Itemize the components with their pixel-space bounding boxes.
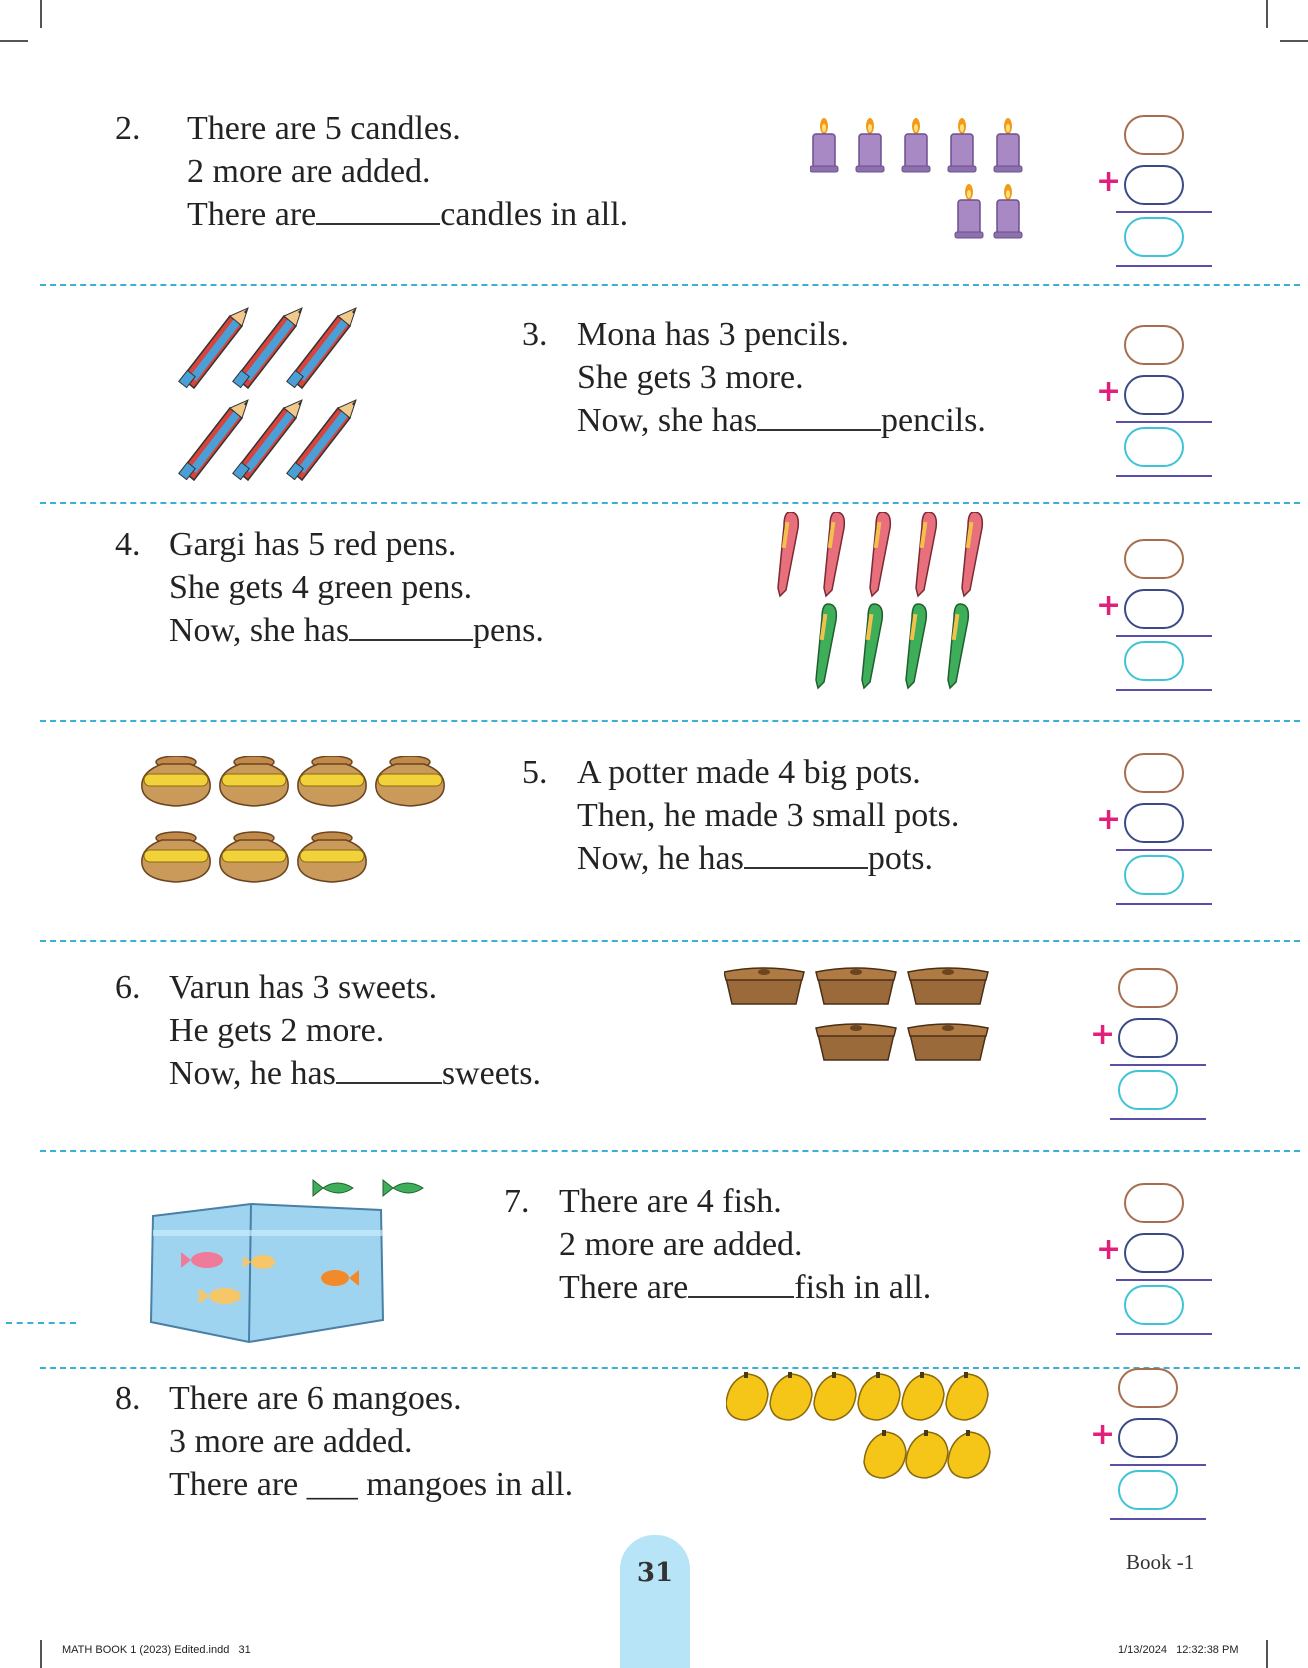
mango — [902, 1372, 944, 1420]
problem-number: 4. — [115, 526, 141, 563]
sweet-box — [816, 968, 896, 1004]
mango — [948, 1430, 990, 1478]
problem-number: 8. — [115, 1380, 141, 1417]
addend-box[interactable] — [1118, 1418, 1178, 1458]
problem-line: 2 more are added. — [559, 1226, 803, 1263]
answer-blank[interactable] — [744, 841, 868, 869]
candles-picture — [810, 114, 1050, 244]
sum-box[interactable] — [1124, 217, 1184, 257]
addend-box[interactable] — [1124, 375, 1184, 415]
sum-box[interactable] — [1124, 855, 1184, 895]
mango — [864, 1430, 906, 1478]
problem-2 — [115, 107, 715, 242]
problem-line: Gargi has 5 red pens. — [169, 526, 457, 563]
candle — [810, 118, 838, 172]
sum-line — [1110, 1518, 1206, 1520]
page-number-tab — [620, 1535, 690, 1668]
sum-line — [1116, 903, 1212, 905]
crop-mark — [40, 0, 42, 28]
pot — [142, 756, 210, 806]
addend-box[interactable] — [1124, 1233, 1184, 1273]
sweet-box — [724, 968, 804, 1004]
addend-box[interactable] — [1118, 1368, 1178, 1408]
dashed-separator — [40, 502, 1300, 504]
pot — [376, 756, 444, 806]
problem-line: Varun has 3 sweets. — [169, 969, 438, 1006]
answer-box-3 — [1098, 325, 1208, 485]
candle — [994, 184, 1022, 238]
problem-line: Now, she has — [577, 402, 758, 439]
answer-box-6 — [1092, 968, 1202, 1128]
problem-line: sweets. — [441, 1055, 541, 1092]
problem-line: pencils. — [881, 402, 986, 439]
problem-8 — [115, 1377, 675, 1512]
answer-box-7 — [1098, 1183, 1208, 1343]
pen-red — [962, 512, 982, 596]
sum-line — [1110, 1464, 1206, 1466]
candle — [902, 118, 930, 172]
problem-6 — [115, 966, 635, 1101]
problem-line: She gets 4 green pens. — [169, 569, 473, 606]
problem-number: 7. — [504, 1183, 530, 1220]
answer-blank[interactable]: ___ — [306, 1466, 358, 1503]
problem-line: There are 5 candles. — [187, 110, 461, 147]
book-label: Book -1 — [1126, 1550, 1195, 1574]
sum-box[interactable] — [1124, 427, 1184, 467]
answer-blank[interactable] — [316, 197, 440, 225]
problem-number: 2. — [115, 110, 141, 147]
crop-mark — [0, 40, 28, 42]
problem-line: fish in all. — [794, 1269, 932, 1306]
sweets-picture — [724, 962, 1004, 1082]
addend-box[interactable] — [1124, 165, 1184, 205]
pen-green — [862, 604, 882, 688]
problem-4 — [115, 523, 635, 658]
crop-mark — [1266, 0, 1268, 28]
problem-line: Now, she has — [169, 612, 350, 649]
problem-line: He gets 2 more. — [169, 1012, 385, 1049]
sum-line — [1116, 1279, 1212, 1281]
sum-box[interactable] — [1124, 641, 1184, 681]
problem-line: pens. — [473, 612, 544, 649]
answer-blank[interactable] — [349, 613, 473, 641]
addend-box[interactable] — [1118, 1018, 1178, 1058]
problem-number: 3. — [522, 316, 548, 353]
crop-mark — [1266, 1640, 1268, 1668]
sum-line — [1116, 689, 1212, 691]
addend-box[interactable] — [1118, 968, 1178, 1008]
problem-line: There are — [187, 196, 317, 233]
crop-mark — [1280, 40, 1308, 42]
mango — [906, 1430, 948, 1478]
answer-box-4 — [1098, 539, 1208, 699]
sum-line — [1116, 475, 1212, 477]
pot — [220, 756, 288, 806]
mango — [770, 1372, 812, 1420]
problem-line: There are — [559, 1269, 689, 1306]
answer-box-8 — [1092, 1368, 1202, 1528]
sum-line — [1116, 421, 1212, 423]
mango — [814, 1372, 856, 1420]
fish-outside — [313, 1180, 353, 1196]
sweet-box — [908, 1024, 988, 1060]
sum-line — [1116, 265, 1212, 267]
plus-sign: + — [1096, 802, 1122, 837]
pots-picture — [140, 756, 460, 896]
slug-right: 1/13/2024 12:32:38 PM — [1118, 1644, 1239, 1656]
answer-blank[interactable] — [336, 1056, 442, 1084]
sweet-box — [908, 968, 988, 1004]
pot — [220, 832, 288, 882]
answer-blank[interactable] — [688, 1270, 794, 1298]
plus-sign: + — [1090, 1417, 1116, 1452]
answer-box-5 — [1098, 753, 1208, 913]
sum-box[interactable] — [1124, 1285, 1184, 1325]
problem-number: 5. — [522, 754, 548, 791]
pen-green — [816, 604, 836, 688]
answer-box-2 — [1098, 115, 1208, 275]
dashed-separator — [40, 940, 1300, 942]
problem-line: Then, he made 3 small pots. — [577, 797, 960, 834]
problem-line: Mona has 3 pencils. — [577, 316, 849, 353]
pens-picture — [770, 512, 1010, 692]
mangoes-picture — [726, 1370, 1016, 1490]
pot — [298, 832, 366, 882]
problem-3 — [522, 313, 1042, 448]
pen-red — [824, 512, 844, 596]
addend-box[interactable] — [1124, 325, 1184, 365]
candle — [856, 118, 884, 172]
addend-box[interactable] — [1124, 539, 1184, 579]
problem-line: Now, he has — [169, 1055, 336, 1092]
problem-line: A potter made 4 big pots. — [577, 754, 921, 791]
mango — [858, 1372, 900, 1420]
plus-sign: + — [1096, 164, 1122, 199]
addend-box[interactable] — [1124, 803, 1184, 843]
problem-line: There are 4 fish. — [559, 1183, 782, 1220]
mango — [946, 1372, 988, 1420]
sum-box[interactable] — [1118, 1470, 1178, 1510]
problem-line: 3 more are added. — [169, 1423, 413, 1460]
sum-line — [1116, 849, 1212, 851]
problem-line: There are — [169, 1466, 307, 1503]
problem-line: pots. — [867, 840, 933, 877]
problem-line: There are 6 mangoes. — [169, 1380, 462, 1417]
sweet-box — [816, 1024, 896, 1060]
problem-line: Now, he has — [577, 840, 744, 877]
mango — [726, 1372, 768, 1420]
pen-green — [948, 604, 968, 688]
plus-sign: + — [1096, 588, 1122, 623]
addend-box[interactable] — [1124, 1183, 1184, 1223]
plus-sign: + — [1096, 1232, 1122, 1267]
page-number: 31 — [636, 1558, 674, 1588]
problem-number: 6. — [115, 969, 141, 1006]
dashed-separator — [40, 720, 1300, 722]
dashed-separator — [6, 1322, 76, 1324]
candle — [994, 118, 1022, 172]
pot — [142, 832, 210, 882]
sum-line — [1116, 211, 1212, 213]
addend-box[interactable] — [1124, 115, 1184, 155]
fish-outside — [383, 1180, 423, 1196]
pencils-picture — [178, 304, 378, 484]
sum-box[interactable] — [1118, 1070, 1178, 1110]
pen-red — [916, 512, 936, 596]
candle — [955, 184, 983, 238]
problem-line: candles in all. — [440, 196, 629, 233]
pen-red — [778, 512, 798, 596]
addend-box[interactable] — [1124, 589, 1184, 629]
problem-line: 2 more are added. — [187, 153, 431, 190]
plus-sign: + — [1090, 1017, 1116, 1052]
fish-tank-picture — [145, 1172, 465, 1352]
sum-line — [1116, 1333, 1212, 1335]
problem-line: mangoes in all. — [357, 1466, 574, 1503]
sum-line — [1110, 1118, 1206, 1120]
dashed-separator — [40, 1150, 1300, 1152]
sum-line — [1110, 1064, 1206, 1066]
problem-7 — [504, 1180, 1024, 1315]
problem-line: She gets 3 more. — [577, 359, 804, 396]
plus-sign: + — [1096, 374, 1122, 409]
problem-5 — [522, 751, 1042, 886]
sum-line — [1116, 635, 1212, 637]
pen-red — [870, 512, 890, 596]
candle — [948, 118, 976, 172]
addend-box[interactable] — [1124, 753, 1184, 793]
dashed-separator — [40, 284, 1300, 286]
pot — [298, 756, 366, 806]
slug-left: MATH BOOK 1 (2023) Edited.indd 31 — [62, 1644, 251, 1656]
pen-green — [906, 604, 926, 688]
answer-blank[interactable] — [757, 403, 881, 431]
crop-mark — [40, 1640, 42, 1668]
